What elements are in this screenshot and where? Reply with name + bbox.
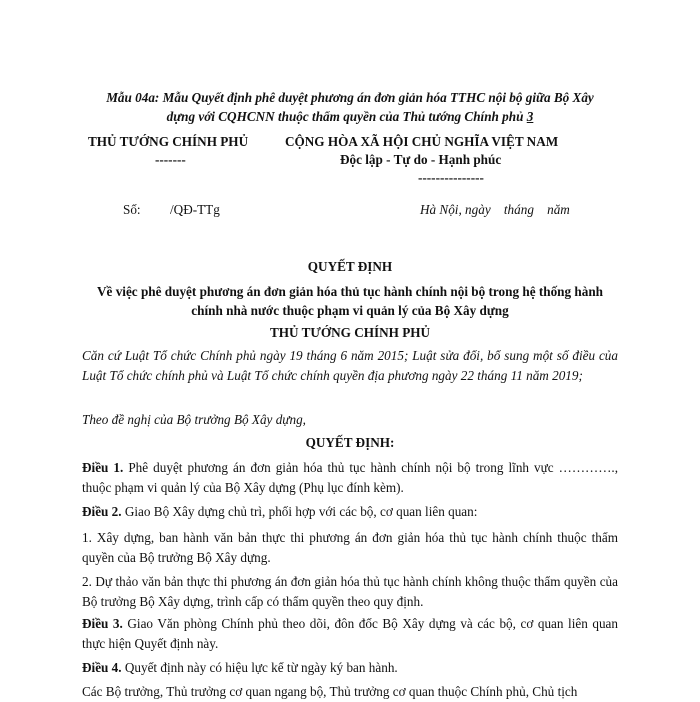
closing-paragraph: Các Bộ trưởng, Thủ trưởng cơ quan ngang bộ, Thủ trưởng cơ quan thuộc Chính phủ, Chủ tịch: [82, 684, 578, 699]
decision-title: QUYẾT ĐỊNH: [307, 259, 393, 274]
motto-rule: ---------------: [418, 170, 484, 185]
number-code: /QĐ-TTg: [170, 202, 220, 217]
place-date: Hà Nội, ngày tháng năm: [420, 202, 570, 217]
article-4-text: Quyết định này có hiệu lực kể từ ngày ký ban hành.: [121, 660, 398, 675]
footnote-ref[interactable]: 3: [526, 109, 534, 124]
country-name: CỘNG HÒA XÃ HỘI CHỦ NGHĨA VIỆT NAM: [285, 134, 559, 149]
authority-name: THỦ TƯỚNG CHÍNH PHỦ: [269, 325, 431, 340]
legal-basis: Căn cứ Luật Tổ chức Chính phủ ngày 19 tháng 6 năm 2015; Luật sửa đổi, bổ sung một số điều của Luật Tổ chức chính phủ và Luật Tổ chức chính quyền địa phương ngày 22 tháng 11 năm 2019;: [82, 348, 618, 383]
article-4: [82, 658, 618, 678]
number-label: Số:: [123, 202, 141, 217]
article-1: [82, 458, 618, 498]
article-3: [82, 614, 618, 654]
article-2: [82, 502, 618, 522]
article-3-text: Giao Văn phòng Chính phủ theo dõi, đôn đốc Bộ Xây dựng và các bộ, cơ quan liên quan thực hiện Quyết định này.: [82, 616, 619, 651]
article-2-text: Giao Bộ Xây dựng chủ trì, phối hợp với các bộ, cơ quan liên quan:: [121, 504, 478, 519]
decision-subject-line2: chính nhà nước thuộc phạm vi quản lý của Bộ Xây dựng: [191, 303, 509, 318]
decision-subject-line1: Về việc phê duyệt phương án đơn giản hóa thủ tục hành chính nội bộ trong hệ thống hành: [97, 284, 603, 299]
proposal: Theo đề nghị của Bộ trưởng Bộ Xây dựng,: [82, 412, 306, 427]
article-2-item-1: 1. Xây dựng, ban hành văn bản thực thi phương án đơn giản hóa thủ tục hành chính thuộc thẩm quyền của Bộ trưởng Bộ Xây dựng.: [82, 530, 618, 565]
decides-heading: QUYẾT ĐỊNH:: [305, 435, 395, 450]
template-title-line2: [0, 110, 700, 123]
article-2-item-2: 2. Dự thảo văn bản thực thi phương án đơn giản hóa thủ tục hành chính không thuộc thẩm quyền của Bộ trưởng Bộ Xây dựng, trình cấp có thẩm quyền theo quy định.: [82, 574, 618, 609]
article-1-text: Phê duyệt phương án đơn giản hóa thủ tục hành chính nội bộ trong lĩnh vực …………., thuộc phạm vi quản lý của Bộ Xây dựng (Phụ lục đính kèm).: [82, 460, 619, 495]
article-4-label: Điều 4.: [82, 660, 122, 675]
article-3-label: Điều 3.: [82, 616, 123, 631]
template-title-line1: Mẫu 04a: Mẫu Quyết định phê duyệt phương án đơn giản hóa TTHC nội bộ giữa Bộ Xây: [106, 90, 594, 105]
issuer-name: THỦ TƯỚNG CHÍNH PHỦ: [88, 134, 249, 149]
article-2-label: Điều 2.: [82, 504, 122, 519]
motto: Độc lập - Tự do - Hạnh phúc: [340, 152, 502, 167]
issuer-rule: -------: [155, 152, 186, 167]
template-title-text: dựng với CQHCNN thuộc thẩm quyền của Thủ tướng Chính phủ: [166, 109, 527, 124]
article-1-label: Điều 1.: [82, 460, 124, 475]
